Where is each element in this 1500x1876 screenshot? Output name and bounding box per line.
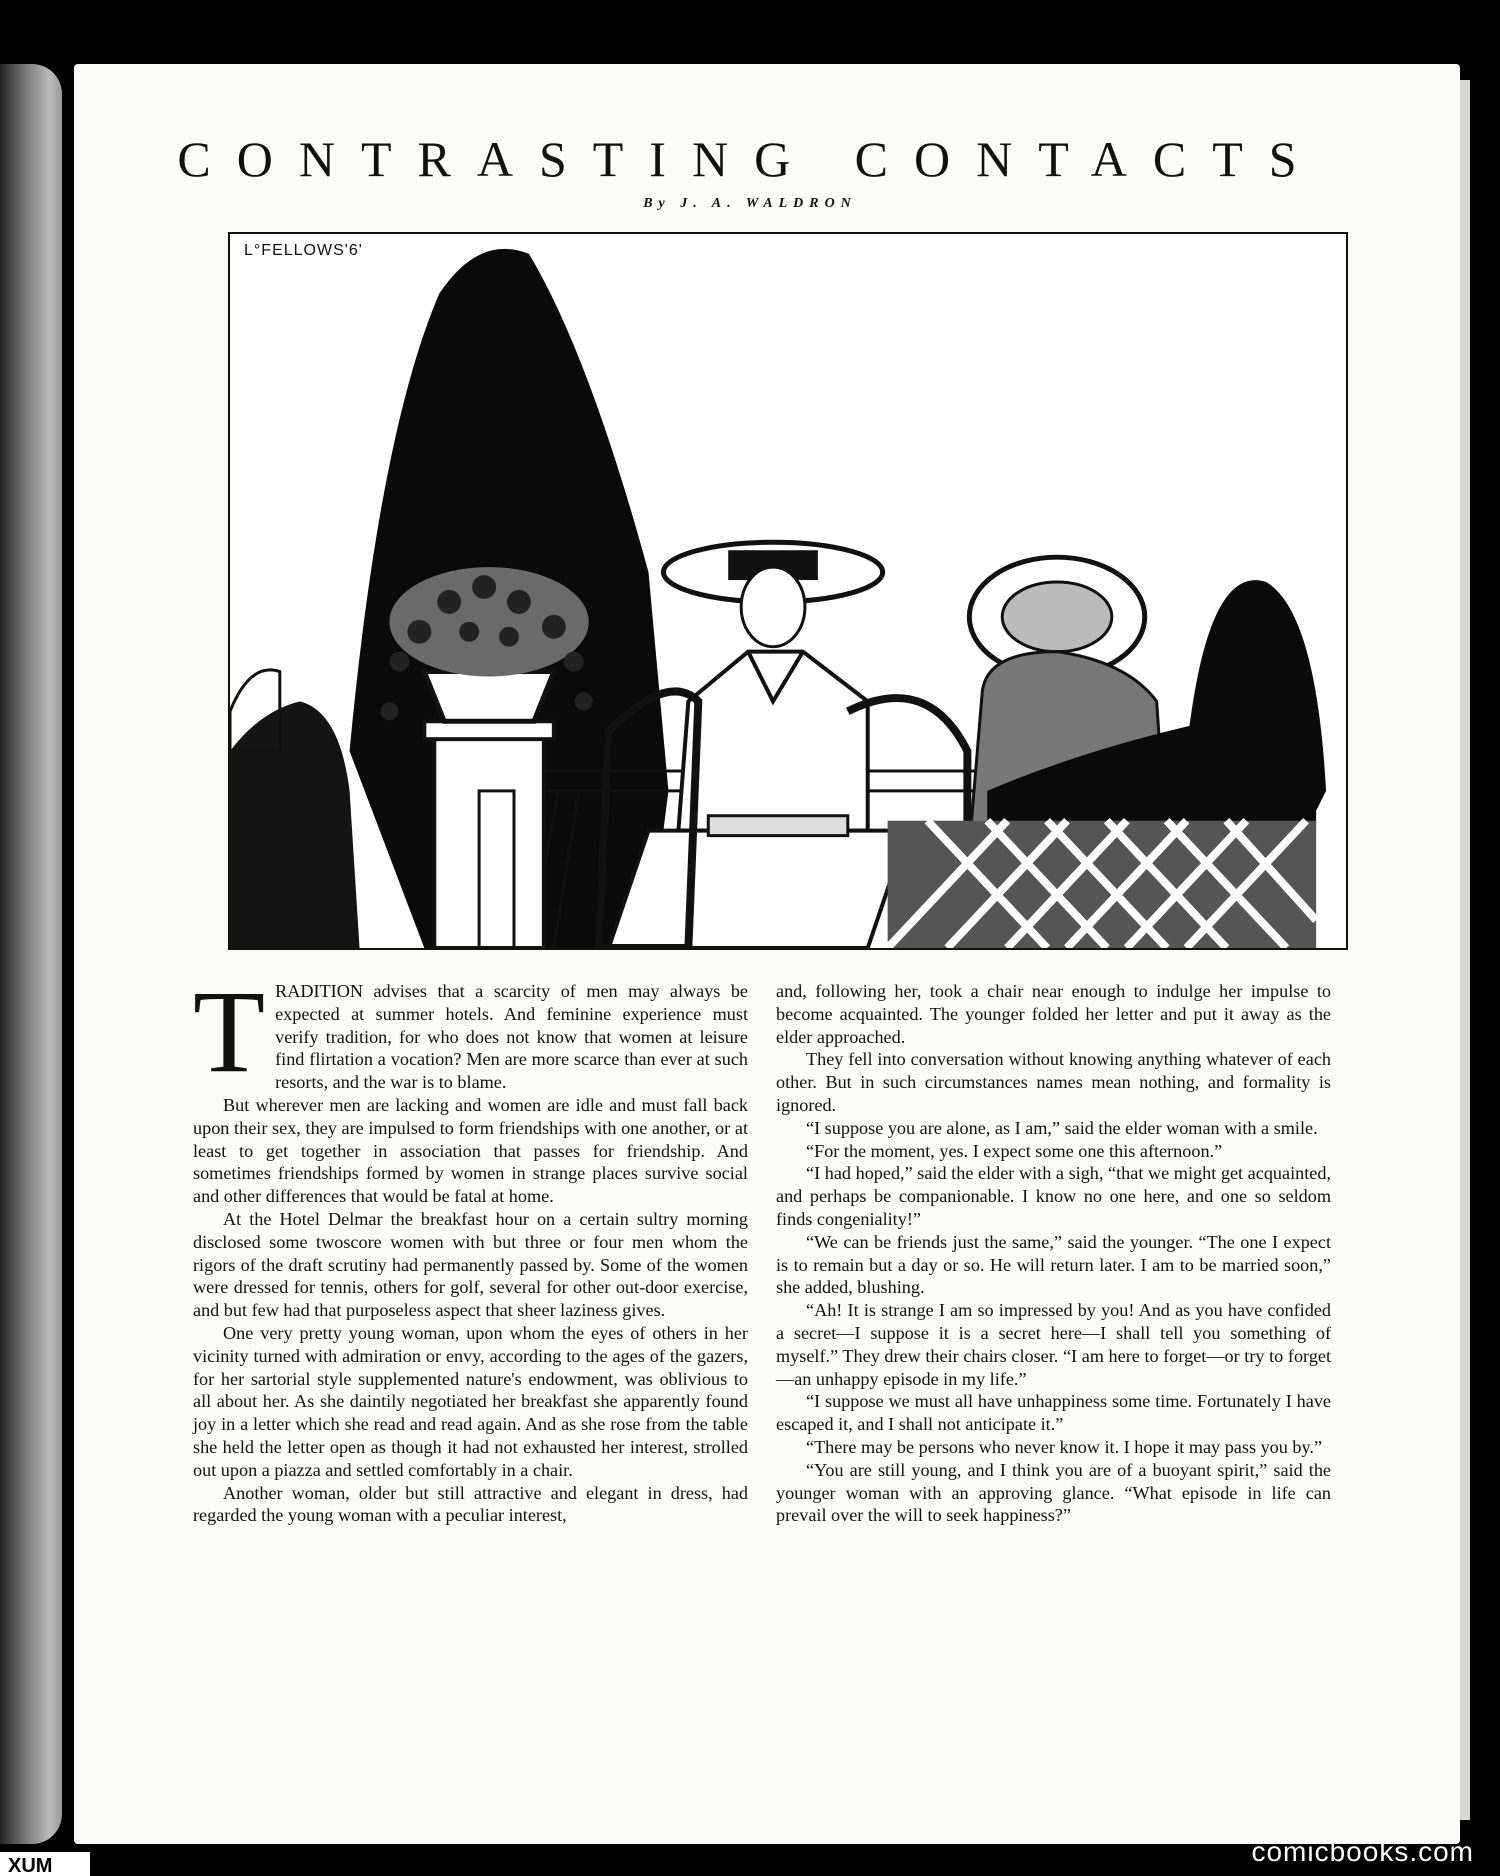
- article-title: CONTRASTING CONTACTS: [177, 131, 1323, 187]
- paragraph-3: At the Hotel Delmar the breakfast hour on a certain sultry morning disclosed some twoscore women with but three or four men whom the rigors of the draft scrutiny had permanently passed by. Some of the women were dressed for tennis, others for golf, several for other out-door exercise, and but few had that purposeless aspect that sheer laziness gives.: [193, 1208, 748, 1321]
- article-column-right: [776, 980, 1331, 1527]
- paragraph-6: and, following her, took a chair near enough to indulge her impulse to become acquainted. The younger folded her letter and put it away as the elder approached.: [776, 981, 1331, 1047]
- paragraph-1: TRADITION advises that a scarcity of men may always be expected at summer hotels. And feminine experience must verify tradition, for who does not know that women at leisure find flirtation a vocation? Men are more scarce than ever at such resorts, and the war is to blame.: [193, 966, 748, 1097]
- scan-tag: XUM: [0, 1852, 90, 1876]
- article-illustration: [228, 232, 1348, 950]
- paragraph-9: “For the moment, yes. I expect some one this afternoon.”: [806, 1140, 1223, 1161]
- left-hedge: [230, 701, 360, 948]
- paragraph-15: “You are still young, and I think you are of a buoyant spirit,” said the younger woman with an approving glance. “What episode in life can prevail over the will to seek happiness?”: [776, 1459, 1331, 1526]
- page-right-edge: [1460, 80, 1470, 1820]
- paragraph-7: They fell into conversation without knowing anything whatever of each other. But in such circumstances names mean nothing, and formality is ignored.: [776, 1049, 1331, 1115]
- paragraph-13: “I suppose we must all have unhappiness some time. Fortunately I have escaped it, and I shall not anticipate it.”: [776, 1391, 1331, 1435]
- pedestal: [424, 721, 554, 948]
- illustration-drawing: [230, 234, 1346, 948]
- paragraph-11: “We can be friends just the same,” said the younger. “The one I expect is to remain but a day or so. He will return later. I am to be married soon,” she added, blushing.: [776, 1231, 1331, 1298]
- paragraph-8: “I suppose you are alone, as I am,” said the elder woman with a smile.: [806, 1117, 1318, 1138]
- paragraph-10: “I had hoped,” said the elder with a sigh, “that we might get acquainted, and perhaps be companionable. I know no one here, and one so seldom finds congeniality!”: [776, 1163, 1331, 1229]
- paragraph-14: “There may be persons who never know it. I hope it may pass you by.”: [806, 1436, 1323, 1457]
- paragraph-4: One very pretty young woman, upon whom the eyes of others in her vicinity turned with admiration or envy, according to the ages of the gazers, for her sartorial style supplemented nature's endowment, was oblivious to all about her. As she daintily negotiated her breakfast she apparently found joy in a letter which she read and read again. And as she rose from the table she held the letter open as though it had not exhausted her interest, strolled out upon a piazza and settled comfortably in a chair.: [193, 1322, 748, 1480]
- article-byline: By J. A. WALDRON: [643, 196, 857, 211]
- paragraph-2: But wherever men are lacking and women are idle and must fall back upon their sex, they are impulsed to form friendships with one another, or at least to get together in association that passes for friendship. And sometimes friendships formed by women in strange places survive social and other differences that would be fatal at home.: [193, 1094, 748, 1207]
- adjacent-page-edge: [0, 64, 62, 1844]
- article-column-left: [193, 966, 748, 1527]
- site-watermark: comicbooks.com: [1251, 1836, 1474, 1867]
- artist-signature: L°FELLOWS'6': [244, 242, 363, 259]
- drop-cap: T: [193, 966, 266, 1097]
- paragraph-12: “Ah! It is strange I am so impressed by you! And as you have confided a secret—I suppose it is a secret here—I shall tell you something of myself.” They drew their chairs closer. “I am here to forget—or try to forget—an unhappy episode in my life.”: [776, 1300, 1331, 1389]
- paragraph-5: Another woman, older but still attractive and elegant in dress, had regarded the young woman with a peculiar interest,: [193, 1482, 748, 1526]
